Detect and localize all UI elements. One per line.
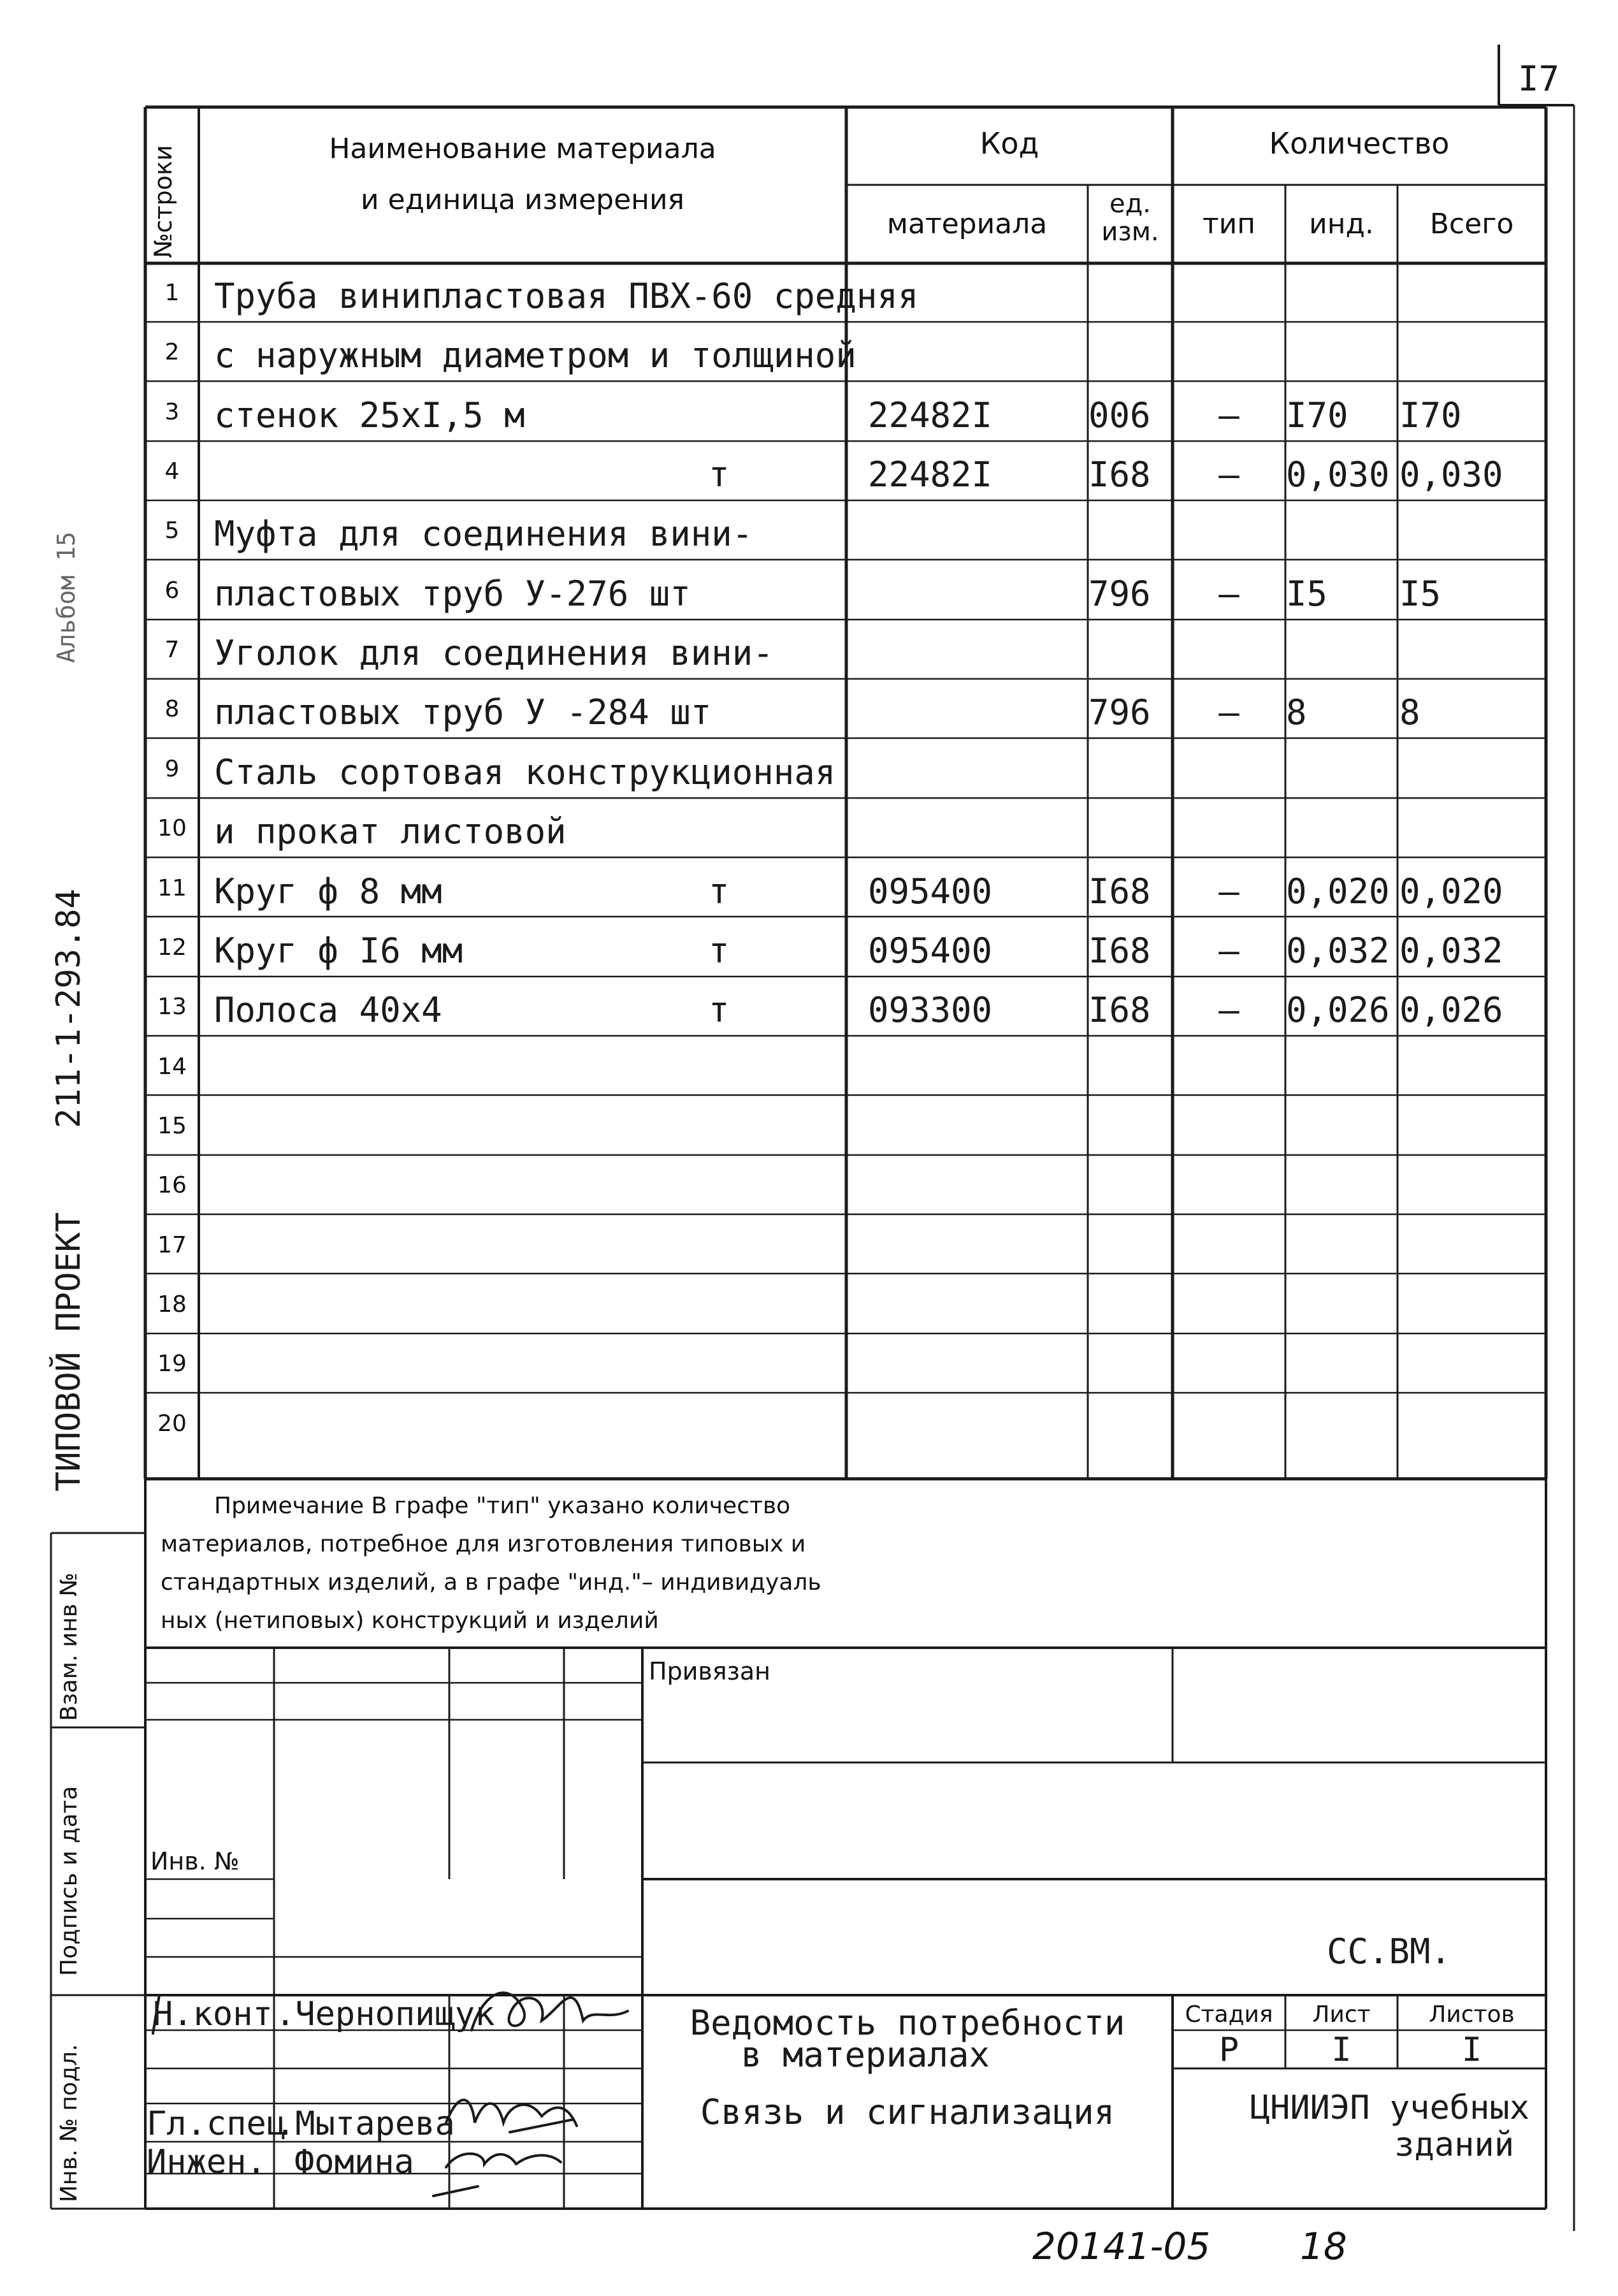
row-cell-code: 095400 xyxy=(868,930,993,971)
row-cell-name: и прокат листовой xyxy=(214,811,567,852)
row-number: 9 xyxy=(164,755,180,782)
row-cell-unit-sym: т xyxy=(709,990,730,1031)
note-line-2: материалов, потребное для изготовления типовых и xyxy=(161,1531,806,1557)
row-cell-total: 0,032 xyxy=(1399,930,1503,971)
label-stage: Стадия xyxy=(1185,2002,1273,2028)
note-line-4: ных (нетиповых) конструкций и изделий xyxy=(161,1608,659,1634)
row-number: 6 xyxy=(164,577,180,604)
row-cell-total: 0,030 xyxy=(1399,454,1503,495)
label-sheet: Лист xyxy=(1312,2002,1371,2028)
row-number: 11 xyxy=(157,875,187,901)
row-cell-unit: 796 xyxy=(1088,573,1151,614)
value-stage: Р xyxy=(1218,2031,1239,2069)
row-cell-name: Сталь сортовая конструкционная xyxy=(214,752,836,792)
stamp-tick-mark xyxy=(153,1995,159,2033)
header-total: Всего xyxy=(1429,208,1514,240)
row-cell-type: – xyxy=(1218,930,1239,971)
row-number: 1 xyxy=(164,280,180,306)
row-cell-unit-sym: т xyxy=(709,930,730,971)
row-cell-unit: I68 xyxy=(1088,930,1151,971)
row-number: 17 xyxy=(157,1232,187,1258)
row-number: 8 xyxy=(164,696,180,723)
doc-code: СС.ВМ. xyxy=(1327,1931,1452,1972)
side-title: ТИПОВОЙ ПРОЕКТ xyxy=(50,1212,88,1492)
header-name-line1: Наименование материала xyxy=(329,133,716,165)
row-cell-name: Муфта для соединения вини- xyxy=(214,514,753,555)
header-row-number: №строки xyxy=(149,145,177,258)
header-name-line2: и единица измерения xyxy=(360,184,685,216)
row-cell-ind: 0,032 xyxy=(1286,930,1390,971)
row-cell-total: I5 xyxy=(1399,573,1441,614)
sheet-corner-number: I7 xyxy=(1518,59,1560,99)
row-cell-name: Полоса 40х4 xyxy=(214,990,442,1031)
row-number: 14 xyxy=(157,1053,187,1080)
row-number: 13 xyxy=(157,994,187,1021)
row-number: 3 xyxy=(164,398,180,425)
row-number: 18 xyxy=(157,1291,187,1318)
row-cell-name: пластовых труб У-276 шт xyxy=(214,573,691,614)
footer-stamp-code: 20141-05 xyxy=(1032,2225,1211,2268)
value-sheet: I xyxy=(1331,2031,1352,2069)
name-chief-specialist: .Мытарева xyxy=(275,2105,455,2143)
row-cell-ind: I70 xyxy=(1286,395,1348,435)
name-norm-control: .Чернопищук xyxy=(275,1995,495,2033)
row-cell-total: 8 xyxy=(1399,692,1420,733)
role-engineer: Инжен. xyxy=(147,2143,266,2181)
row-cell-type: – xyxy=(1218,871,1239,912)
header-unit-line2: изм. xyxy=(1101,217,1159,247)
row-cell-name: Круг ф I6 мм xyxy=(214,930,463,971)
row-number: 7 xyxy=(164,637,180,664)
row-cell-name: стенок 25хI,5 м xyxy=(214,395,525,435)
row-cell-total: I70 xyxy=(1399,395,1462,435)
name-engineer: Фомина xyxy=(294,2143,414,2181)
row-cell-ind: 8 xyxy=(1286,692,1307,733)
role-norm-control: Н.конт xyxy=(153,1995,273,2033)
row-cell-code: 22482I xyxy=(868,454,993,495)
row-cell-code: 22482I xyxy=(868,395,993,435)
stamp-signature-date: Подпись и дата xyxy=(56,1785,82,1976)
row-number: 4 xyxy=(164,458,180,485)
row-cell-total: 0,020 xyxy=(1399,871,1503,912)
label-privyazan: Привязан xyxy=(649,1657,770,1685)
row-cell-unit: 006 xyxy=(1088,395,1151,435)
row-cell-type: – xyxy=(1218,692,1239,733)
note-line-1: Примечание В графе "тип" указано количество xyxy=(214,1493,791,1519)
title-line-1: Ведомость потребности xyxy=(690,2003,1125,2043)
row-number: 12 xyxy=(157,934,187,961)
header-quantity: Количество xyxy=(1269,126,1450,161)
side-project-code: 211-1-293.84 xyxy=(50,889,88,1128)
row-cell-unit: I68 xyxy=(1088,990,1151,1031)
signature-chief-specialist xyxy=(446,2100,577,2132)
row-number: 16 xyxy=(157,1172,187,1199)
row-cell-ind: I5 xyxy=(1286,573,1328,614)
row-cell-name: Труба винипластовая ПВХ-60 средняя xyxy=(214,276,919,316)
header-type: тип xyxy=(1203,208,1255,240)
side-album: Альбом 15 xyxy=(52,532,80,663)
row-number: 19 xyxy=(157,1351,187,1377)
row-number: 2 xyxy=(164,339,180,366)
row-cell-ind: 0,020 xyxy=(1286,871,1390,912)
row-number: 15 xyxy=(157,1112,187,1139)
org-line-2: зданий xyxy=(1394,2126,1514,2164)
header-ind: инд. xyxy=(1309,208,1374,240)
title-subtitle: Связь и сигнализация xyxy=(700,2092,1115,2132)
footer-page-number: 18 xyxy=(1300,2225,1347,2268)
row-number: 20 xyxy=(157,1410,187,1437)
signature-engineer xyxy=(433,2154,561,2196)
row-cell-unit-sym: т xyxy=(709,871,730,912)
role-chief-specialist: Гл.спец xyxy=(147,2105,287,2143)
header-code: Код xyxy=(979,126,1039,161)
row-cell-total: 0,026 xyxy=(1399,990,1503,1031)
title-line-2: в материалах xyxy=(740,2035,990,2075)
label-sheets: Листов xyxy=(1429,2002,1515,2028)
row-cell-unit: I68 xyxy=(1088,454,1151,495)
stamp-vzam-inv: Взам. инв № xyxy=(56,1573,82,1721)
stamp-inv-podl: Инв. № подл. xyxy=(56,2044,82,2202)
value-sheets: I xyxy=(1461,2031,1482,2069)
row-cell-type: – xyxy=(1218,395,1239,435)
row-cell-type: – xyxy=(1218,573,1239,614)
note-line-3: стандартных изделий, а в графе "инд."– индивидуаль xyxy=(161,1569,821,1595)
row-cell-name: пластовых труб У -284 шт xyxy=(214,692,712,733)
row-cell-ind: 0,030 xyxy=(1286,454,1390,495)
label-inv-no: Инв. № xyxy=(150,1847,240,1875)
org-line-1: ЦНИИЭП учебных xyxy=(1250,2089,1529,2127)
row-cell-ind: 0,026 xyxy=(1286,990,1390,1031)
row-cell-name: с наружным диаметром и толщиной xyxy=(214,335,856,376)
row-cell-name: Круг ф 8 мм xyxy=(214,871,442,912)
header-unit-line1: ед. xyxy=(1109,189,1151,219)
row-cell-unit-sym: т xyxy=(709,454,730,495)
row-cell-type: – xyxy=(1218,454,1239,495)
header-material: материала xyxy=(886,208,1048,240)
row-cell-code: 093300 xyxy=(868,990,993,1031)
row-cell-type: – xyxy=(1218,990,1239,1031)
row-cell-unit: I68 xyxy=(1088,871,1151,912)
row-number: 5 xyxy=(164,518,180,544)
row-cell-name: Уголок для соединения вини- xyxy=(214,633,774,674)
row-number: 10 xyxy=(157,815,187,842)
row-cell-code: 095400 xyxy=(868,871,993,912)
row-cell-unit: 796 xyxy=(1088,692,1151,733)
signature-norm-control xyxy=(472,1993,628,2030)
